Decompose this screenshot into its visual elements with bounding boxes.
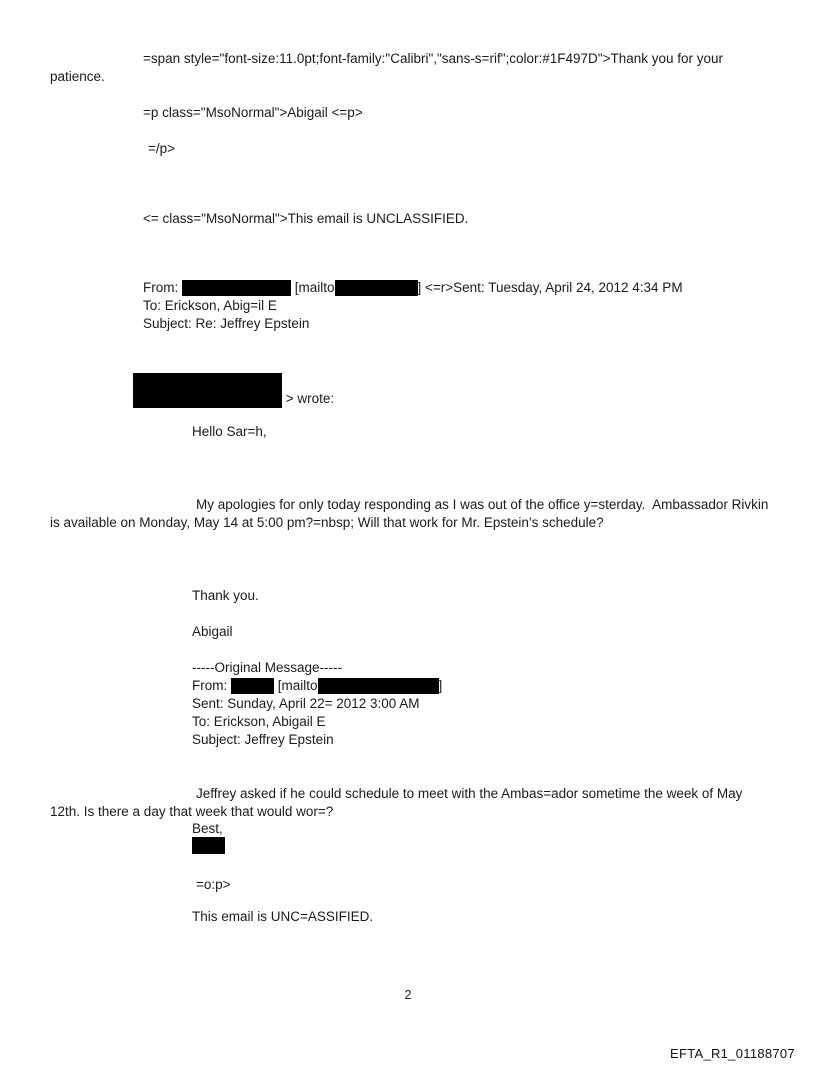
text-run: My apologies for only today responding as I was out of the office y=sterday. Ambassador Rivkin — [196, 497, 769, 512]
text-run: =p class="MsoNormal">Abigail <=p> — [143, 105, 363, 120]
redaction-bar — [318, 678, 439, 694]
text-run: [mailto — [291, 280, 335, 295]
doc-line — [50, 803, 333, 820]
doc-line — [196, 496, 768, 513]
text-run: This email is UNC=ASSIFIED. — [192, 909, 374, 924]
doc-line — [192, 623, 233, 640]
doc-line — [148, 140, 175, 157]
text-run: To: Erickson, Abig=il E — [143, 298, 277, 313]
bates-number: EFTA_R1_01188707 — [669, 1046, 795, 1061]
text-run: patience. — [50, 69, 105, 84]
doc-line — [192, 423, 267, 440]
redaction-bar — [133, 373, 282, 408]
text-run: > wrote: — [282, 391, 335, 406]
text-run: <= class="MsoNormal">This email is UNCLASSIFIED. — [143, 211, 469, 226]
text-run: Subject: Jeffrey Epstein — [192, 732, 334, 747]
doc-line — [196, 785, 742, 802]
redaction-bar — [192, 837, 225, 854]
text-run: =/p> — [148, 141, 176, 156]
redaction-bar — [182, 280, 291, 296]
doc-line — [50, 514, 604, 531]
doc-line — [143, 50, 723, 67]
doc-line — [196, 876, 231, 893]
text-run: [mailto — [274, 678, 318, 693]
text-run: Subject: Re: Jeffrey Epstein — [143, 316, 310, 331]
doc-line — [143, 297, 277, 314]
doc-line — [192, 677, 442, 694]
text-run: Hello Sar=h, — [192, 424, 267, 439]
text-run: To: Erickson, Abigail E — [192, 714, 326, 729]
text-run: From: — [192, 678, 231, 693]
doc-line — [192, 587, 259, 604]
text-run: =span style="font-size:11.0pt;font-family:"Calibri","sans-s=rif";color:#1F497D">Thank you for your — [143, 51, 724, 66]
text-run: =o:p> — [196, 877, 231, 892]
doc-line — [50, 68, 105, 85]
text-run: Sent: Sunday, April 22= 2012 3:00 AM — [192, 696, 420, 711]
doc-line — [143, 210, 468, 227]
doc-line — [143, 315, 309, 332]
text-run: Abigail — [192, 624, 233, 639]
doc-line — [143, 279, 683, 296]
text-run: Thank you. — [192, 588, 259, 603]
doc-line — [192, 713, 326, 730]
text-run: 12th. Is there a day that week that would wor=? — [50, 804, 334, 819]
doc-line — [192, 731, 334, 748]
text-run: Jeffrey asked if he could schedule to meet with the Ambas=ador sometime the week of May — [196, 786, 743, 801]
page-number: 2 — [404, 988, 412, 1002]
text-run: ] — [438, 678, 443, 693]
doc-line — [192, 837, 225, 854]
text-run: -----Original Message----- — [192, 660, 343, 675]
text-run: ] <=r>Sent: Tuesday, April 24, 2012 4:34 PM — [417, 280, 683, 295]
doc-line — [192, 820, 223, 837]
doc-line — [133, 373, 334, 408]
doc-line — [192, 695, 420, 712]
doc-line — [143, 104, 363, 121]
text-run: From: — [143, 280, 182, 295]
text-run: is available on Monday, May 14 at 5:00 pm?=nbsp; Will that work for Mr. Epstein’s schedule? — [50, 515, 604, 530]
doc-line — [192, 908, 373, 925]
doc-line — [192, 659, 342, 676]
text-run: Best, — [192, 821, 223, 836]
redaction-bar — [231, 678, 274, 694]
redaction-bar — [335, 280, 418, 296]
